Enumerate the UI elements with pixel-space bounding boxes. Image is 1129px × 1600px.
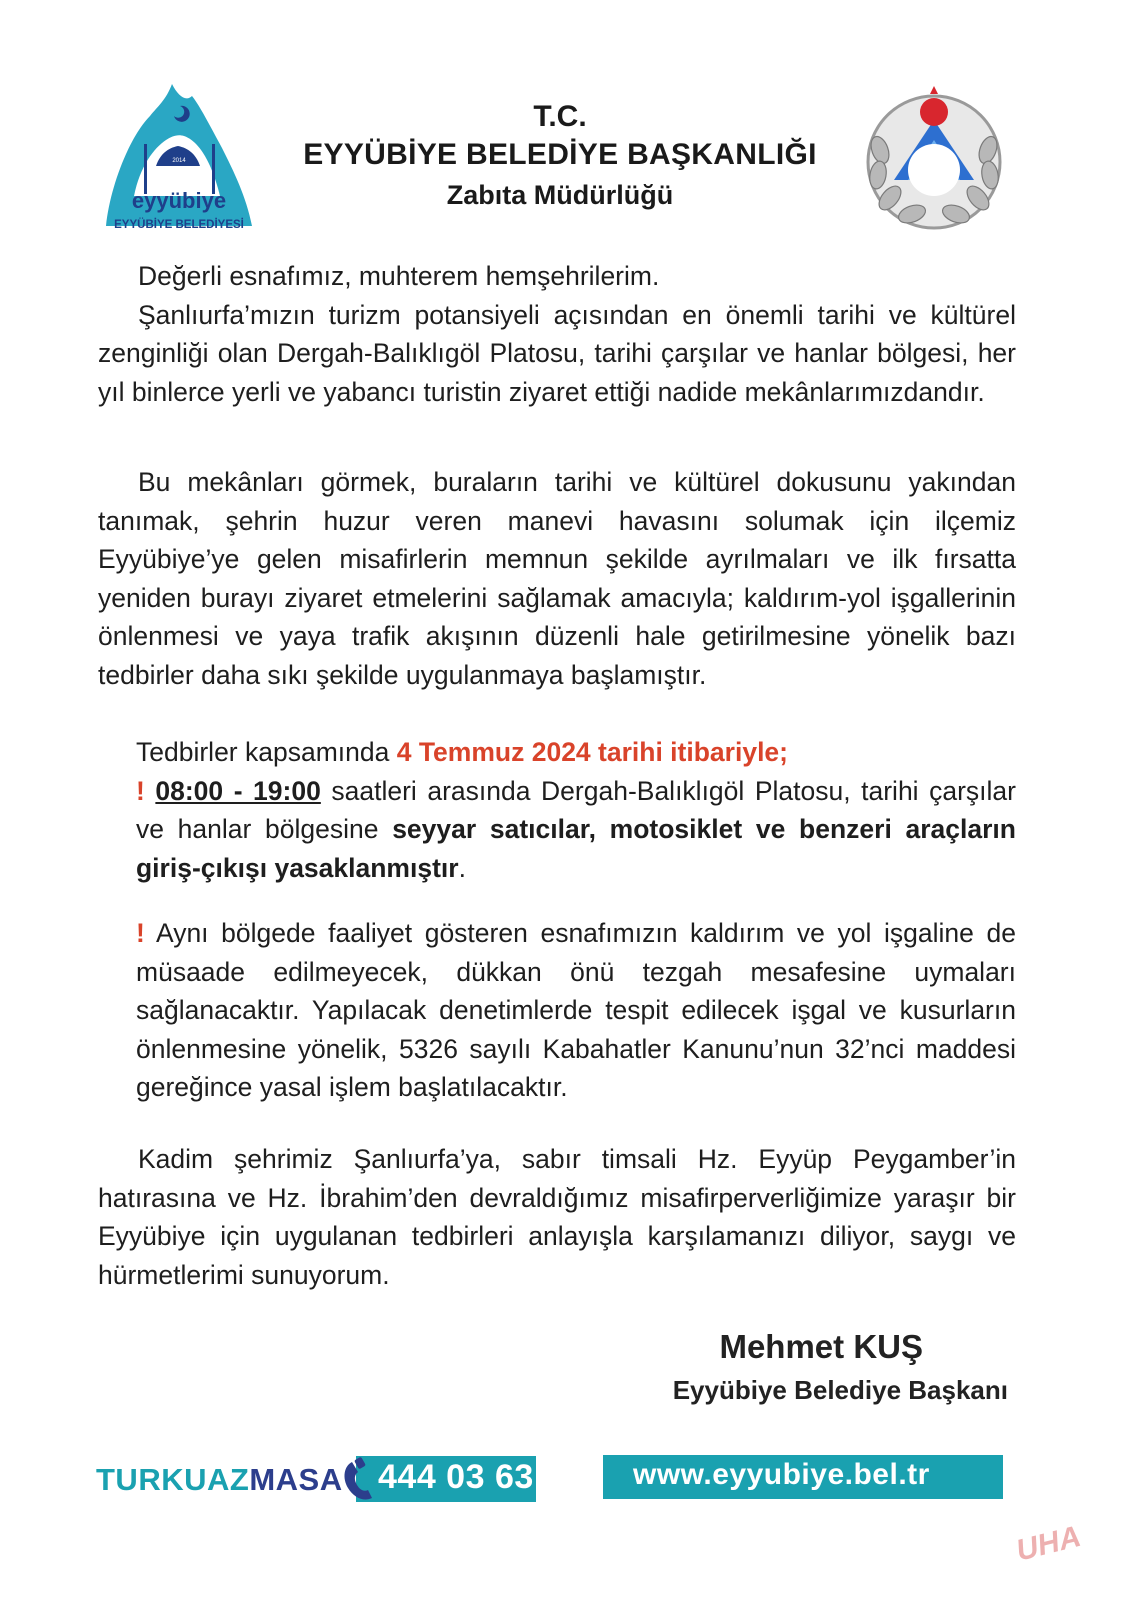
rule-2-block	[136, 914, 1016, 1107]
brand-part-1: TURKUAZ	[96, 1462, 250, 1497]
rule-1-bold: seyyar satıcılar, motosiklet ve benzeri araçların giriş-çıkışı yasaklanmıştır	[136, 814, 1016, 883]
rule-2-text: Aynı bölgede faaliyet gösteren esnafımızın kaldırım ve yol işgaline de müsaade edilmeyecek, dükkan önü tezgah mesafesine uymaları sağlanacaktır. Yapılacak denetimlerde tespit edilecek işgal ve kusurların önlenmesine yönelik, 5326 sayılı Kabahatler Kanunu’nun 32’nci maddesi gereğince yasal işlem başlatılacaktır.	[136, 918, 1016, 1103]
website-badge[interactable]	[603, 1455, 1003, 1499]
brand-part-2: MASA	[249, 1462, 343, 1497]
warning-mark-icon: !	[136, 918, 145, 948]
logo-caption: EYYÜBİYE BELEDİYESİ	[114, 219, 244, 231]
letter-closing	[98, 1140, 1016, 1294]
closing: Kadim şehrimiz Şanlıurfa’ya, sabır timsali Hz. Eyyüp Peygamber’in hatırasına ve Hz. İbrahim’den devraldığımız misafirperverliğimize yaraşır bir Eyyübiye için uygulanan tedbirleri anlayışla karşılamanızı diliyor, saygı ve hürmetlerimi sunuyorum.	[98, 1144, 1016, 1290]
header-municipality: EYYÜBİYE BELEDİYE BAŞKANLIĞI	[303, 138, 817, 171]
warning-mark-icon: !	[136, 775, 145, 806]
paragraph-2: Bu mekânları görmek, buraların tarihi ve kültürel dokusunu yakından tanımak, şehrin huzur veren manevi havasını solumak için ilçemiz Eyyübiye’ye gelen misafirlerin memnun şekilde ayrılmaları ve ilk fırsatta yeniden burayı ziyaret etmelerini sağlamak amacıyla; kaldırım-yol işgallerinin önlenmesi ve yaya trafik akışının düzenli hale getirilmesine yönelik bazı tedbirler daha sıkı şekilde uygulanmaya başlamıştır.	[98, 467, 1016, 690]
letter-paragraph-2	[98, 463, 1016, 695]
turkuaz-masa-brand	[96, 1462, 343, 1498]
header-department: Zabıta Müdürlüğü	[446, 180, 674, 210]
logo-year: 2014	[172, 158, 186, 164]
rule-1-hours: 08:00 - 19:00	[155, 775, 321, 806]
logo-script: eyyübiye	[131, 188, 227, 213]
letter-intro	[98, 257, 1016, 411]
measures-block	[136, 733, 1016, 887]
website-link[interactable]: www.eyyubiye.bel.tr	[633, 1458, 930, 1491]
measures-intro: Tedbirler kapsamında	[136, 737, 390, 767]
phone-number[interactable]: 444 03 63	[378, 1458, 534, 1496]
header-tc: T.C.	[533, 100, 587, 133]
svg-text:UHA: UHA	[1012, 1519, 1085, 1568]
rule-1-end: .	[458, 852, 466, 883]
rule-1	[136, 772, 1016, 888]
rule-1-text: saatleri arasında Dergah-Balıklıgöl Platosu, tarihi çarşılar ve hanlar bölgesine	[136, 775, 1016, 845]
greeting: Değerli esnafımız, muhterem hemşehrilerim.	[138, 261, 660, 291]
signatory-name: Mehmet KUŞ	[719, 1328, 923, 1365]
signatory-title: Eyyübiye Belediye Başkanı	[672, 1375, 1008, 1405]
eyyubiye-belediyesi-logo	[100, 76, 258, 238]
measures-date: 4 Temmuz 2024 tarihi itibariyle;	[396, 737, 788, 767]
rule-2	[136, 914, 1016, 1107]
measures-intro-line	[136, 733, 1016, 772]
uha-watermark	[1005, 1510, 1089, 1570]
paragraph-1: Şanlıurfa’mızın turizm potansiyeli açısından en önemli tarihi ve kültürel zenginliği olan Dergah-Balıklıgöl Platosu, tarihi çarşılar ve hanlar bölgesi, her yıl binlerce yerli ve yabancı turistin ziyaret ettiği nadide mekânlarımızdandır.	[98, 299, 1016, 407]
zabita-emblem-logo	[858, 80, 1010, 232]
